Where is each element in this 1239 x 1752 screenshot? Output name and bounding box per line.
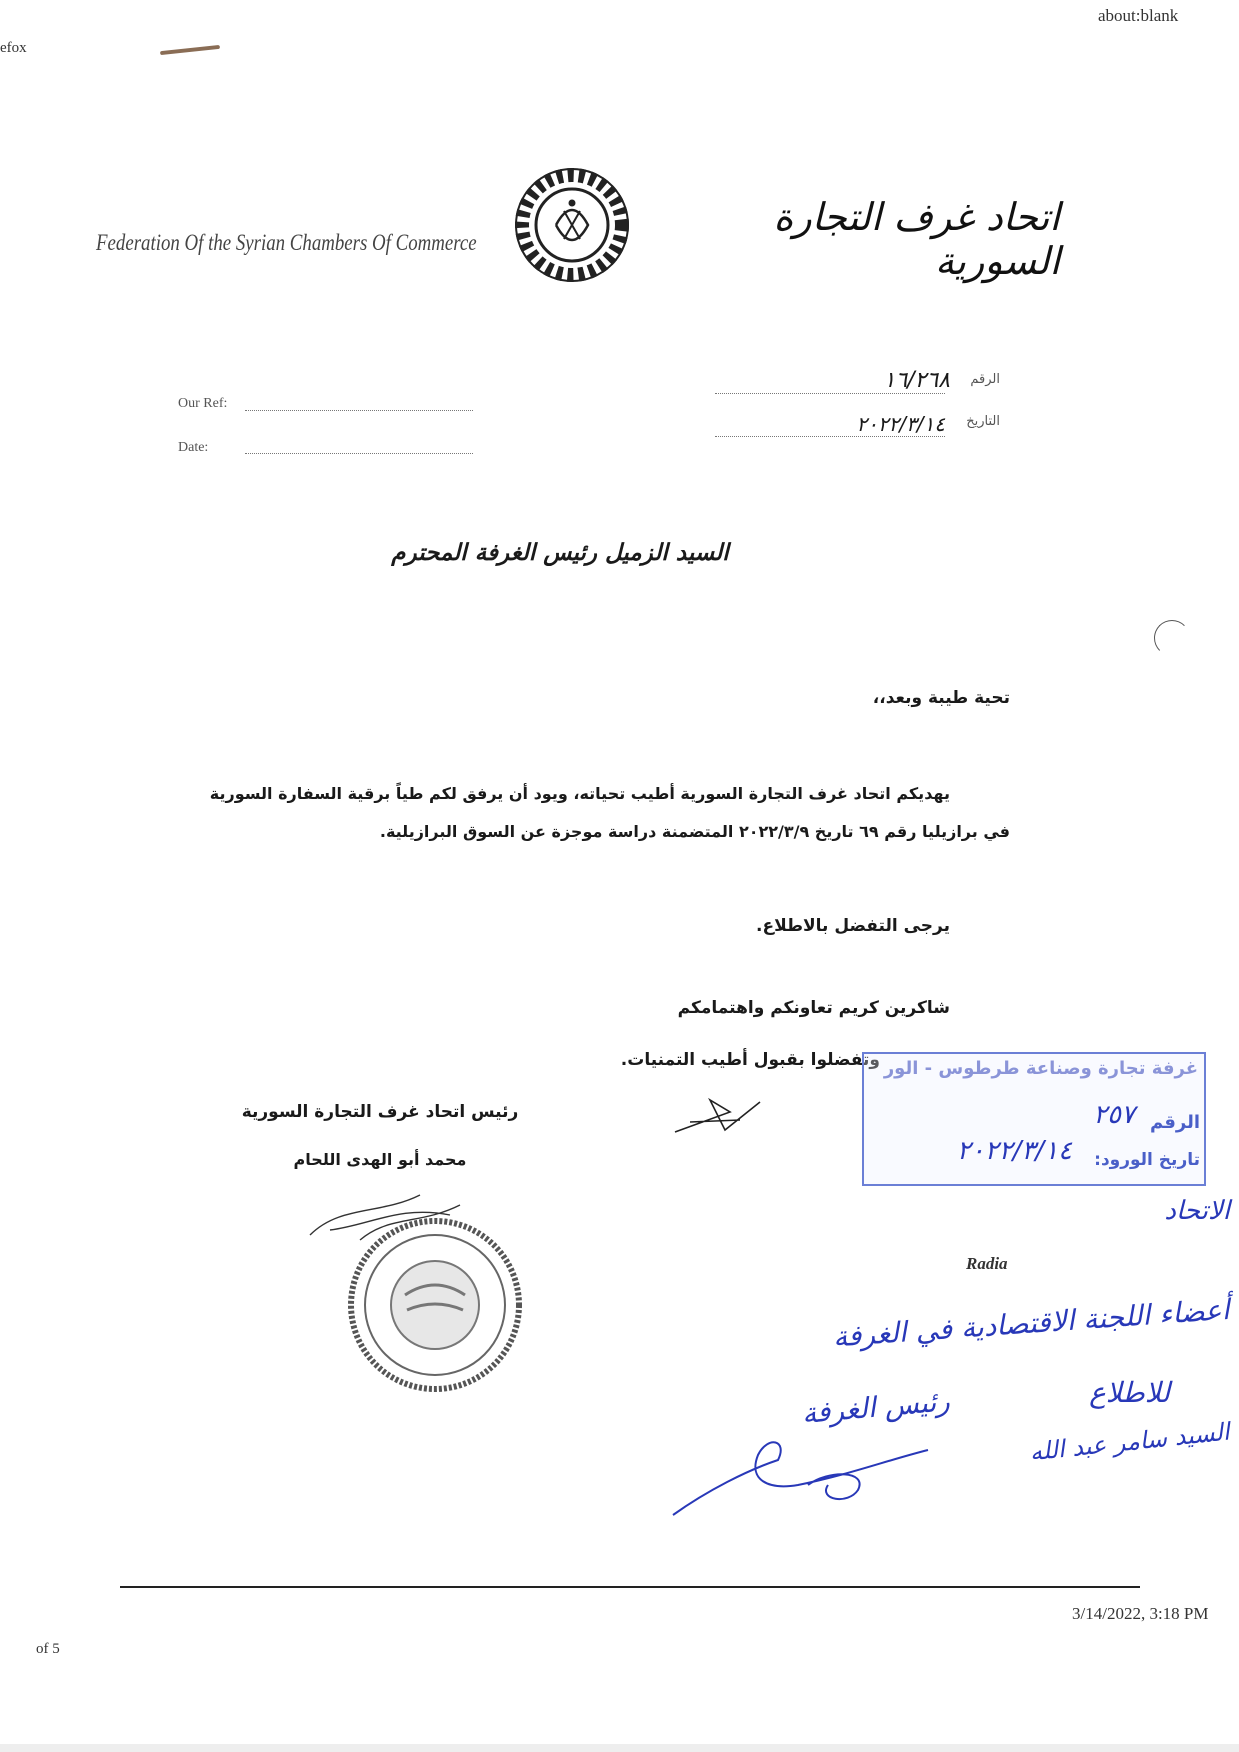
annotation-ittihad: الاتحاد xyxy=(1164,1196,1230,1226)
footer-rule xyxy=(120,1586,1140,1588)
official-seal-icon xyxy=(345,1215,525,1395)
our-ref-line xyxy=(245,410,473,411)
signatory-name: محمد أبو الهدى اللحام xyxy=(293,1150,467,1169)
letter-greeting: تحية طيبة وبعد،، xyxy=(872,688,1010,708)
received-stamp-number-label: الرقم xyxy=(1149,1112,1200,1133)
letter-request: يرجى التفضل بالاطلاع. xyxy=(756,916,950,936)
scan-mark xyxy=(1154,620,1190,656)
browser-app-fragment: efox xyxy=(0,40,27,56)
handwritten-note-line1: أعضاء اللجنة الاقتصادية في الغرفة xyxy=(831,1292,1231,1354)
scan-smudge xyxy=(160,45,220,55)
initials-signature xyxy=(670,1092,770,1142)
received-stamp-date-value: ٢٠٢٢/٣/١٤ xyxy=(956,1136,1072,1166)
ar-ref-label: الرقم xyxy=(970,372,1000,387)
federation-logo-icon xyxy=(504,155,644,290)
handwritten-note-line3: السيد سامر عبد الله xyxy=(1028,1417,1231,1467)
print-timestamp: 3/14/2022, 3:18 PM xyxy=(1072,1604,1209,1623)
page-edge xyxy=(0,1744,1239,1752)
received-stamp-number-value: ٢٥٧ xyxy=(1093,1100,1135,1130)
annotation-radia: Radia xyxy=(966,1254,1008,1273)
our-ref-label: Our Ref: xyxy=(178,396,228,411)
letterhead-english-name: Federation Of the Syrian Chambers Of Commerce xyxy=(96,230,477,255)
browser-url: about:blank xyxy=(1098,6,1179,25)
letter-body-line2: في برازيليا رقم ٦٩ تاريخ ٢٠٢٢/٣/٩ المتضمنة دراسة موجزة عن السوق البرازيلية. xyxy=(379,822,1010,841)
letter-addressee: السيد الزميل رئيس الغرفة المحترم xyxy=(391,540,729,566)
ar-date-line xyxy=(715,436,945,437)
date-line xyxy=(245,453,473,454)
letter-thanks: شاكرين كريم تعاونكم واهتمامكم xyxy=(677,998,950,1018)
letterhead-arabic-name: اتحاد غرف التجارة السورية xyxy=(773,195,1060,283)
ar-date-value: ٢٠٢٢/٣/١٤ xyxy=(856,412,945,436)
signatory-title: رئيس اتحاد غرف التجارة السورية xyxy=(241,1102,519,1122)
letter-body-line1: يهديكم اتحاد غرف التجارة السورية أطيب تحياته، ويود أن يرفق لكم طياً برقية السفارة السورية xyxy=(209,784,950,803)
page-count: of 5 xyxy=(36,1641,60,1657)
received-stamp-org: غرفة تجارة وصناعة طرطوس - الور xyxy=(883,1058,1198,1079)
handwritten-note-left: رئيس الغرفة xyxy=(800,1384,951,1431)
received-stamp-date-label: تاريخ الورود: xyxy=(1094,1150,1200,1170)
ar-ref-value: ١٦/٢٦٨ xyxy=(883,368,950,393)
ar-ref-line xyxy=(715,393,945,394)
ar-date-label: التاريخ xyxy=(966,414,1000,429)
date-label: Date: xyxy=(178,440,209,455)
letter-closing: وتفضلوا بقبول أطيب التمنيات. xyxy=(620,1050,880,1070)
handwritten-note-line2: للاطلاع xyxy=(1089,1376,1170,1409)
handwritten-signature xyxy=(668,1430,948,1520)
